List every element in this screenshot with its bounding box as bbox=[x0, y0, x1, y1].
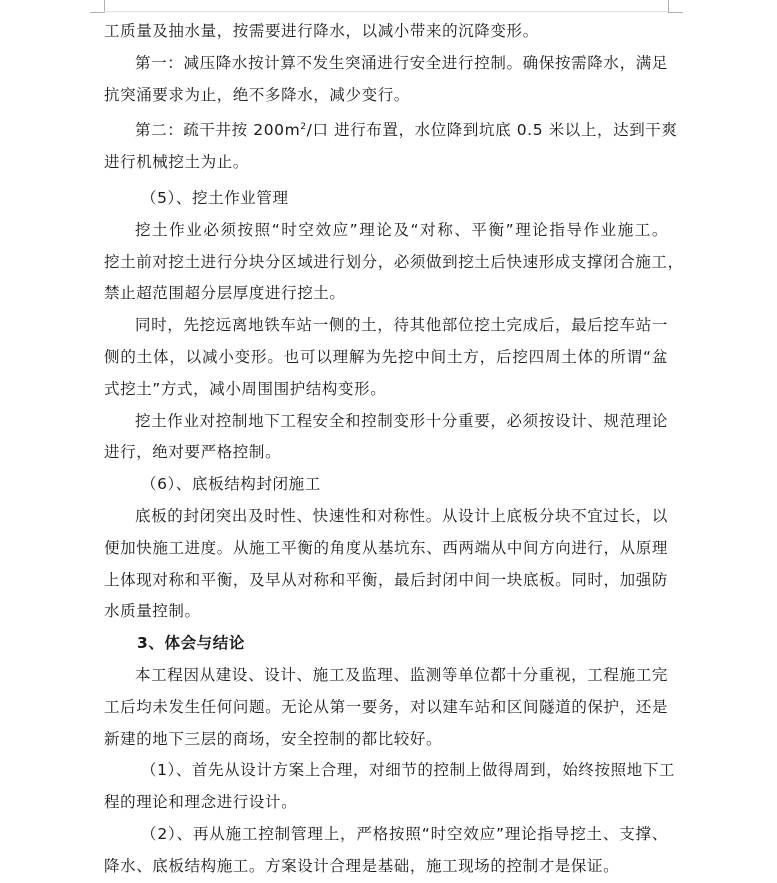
paragraph-line: 新建的地下三层的商场，安全控制的都比较好。 bbox=[104, 729, 443, 748]
paragraph-line: 式挖土”方式，减小周围围护结构变形。 bbox=[104, 379, 387, 398]
paragraph-line: （2）、再从施工控制管理上，严格按照“时空效应”理论指导挖土、支撑、 bbox=[141, 824, 668, 843]
paragraph-line: 水质量控制。 bbox=[104, 602, 201, 621]
paragraph-line: 挖土前对挖土进行分块分区域进行划分，必须做到挖土后快速形成支撑闭合施工， bbox=[104, 252, 684, 271]
page-corner-mark-right bbox=[668, 0, 683, 13]
paragraph-line: 本工程因从建设、设计、施工及监理、监测等单位都十分重视，工程施工完 bbox=[135, 665, 668, 684]
paragraph-line: 第二：疏干井按 $200m^2/$口 进行布置，水位降到坑底 0.5 米以上，达到干爽 bbox=[135, 121, 678, 140]
paragraph-line: 便加快施工进度。从施工平衡的角度从基坑东、西两端从中间方向进行，从原理 bbox=[104, 538, 668, 557]
section-heading: 3、体会与结论 bbox=[137, 634, 245, 653]
paragraph-line: 抗突涌要求为止，绝不多降水，减少变行。 bbox=[104, 85, 410, 104]
page-top-boundary bbox=[104, 11, 668, 12]
paragraph-line: 工后均未发生任何问题。无论从第一要务，对以建车站和区间隧道的保护，还是 bbox=[104, 697, 668, 716]
paragraph-line: 降水、底板结构施工。方案设计合理是基础，施工现场的控制才是保证。 bbox=[104, 856, 620, 875]
paragraph-line: 侧的土体，以减小变形。也可以理解为先挖中间土方，后挖四周土体的所谓“盆 bbox=[104, 347, 668, 366]
paragraph-line: （1）、首先从设计方案上合理，对细节的控制上做得周到，始终按照地下工 bbox=[141, 761, 676, 780]
paragraph-line: 进行，绝对要严格控制。 bbox=[104, 443, 282, 462]
paragraph-line: 工质量及抽水量，按需要进行降水，以减小带来的沉降变形。 bbox=[104, 22, 539, 40]
document-body bbox=[104, 16, 684, 883]
section-subheading: （6）、底板结构封闭施工 bbox=[141, 475, 321, 494]
paragraph-line: 禁止超范围超分层厚度进行挖土。 bbox=[104, 284, 346, 303]
paragraph-line: 挖土作业必须按照“时空效应”理论及“对称、平衡”理论指导作业施工。 bbox=[135, 220, 668, 239]
page-corner-mark-left bbox=[90, 0, 105, 13]
paragraph-line: 同时，先挖远离地铁车站一侧的土，待其他部位挖土完成后，最后挖车站一 bbox=[135, 316, 668, 335]
section-subheading: （5）、挖土作业管理 bbox=[141, 188, 289, 207]
paragraph-line: 上体现对称和平衡，及早从对称和平衡，最后封闭中间一块底板。同时，加强防 bbox=[104, 570, 668, 589]
paragraph-line: 程的理论和理念进行设计。 bbox=[104, 793, 298, 812]
paragraph-line: 底板的封闭突出及时性、快速性和对称性。从设计上底板分块不宜过长，以 bbox=[135, 506, 668, 525]
paragraph-line: 进行机械挖土为止。 bbox=[104, 153, 249, 172]
paragraph-line: 挖土作业对控制地下工程安全和控制变形十分重要，必须按设计、规范理论 bbox=[135, 411, 668, 430]
paragraph-line: 第一：减压降水按计算不发生突涌进行安全进行控制。确保按需降水，满足 bbox=[135, 53, 668, 72]
